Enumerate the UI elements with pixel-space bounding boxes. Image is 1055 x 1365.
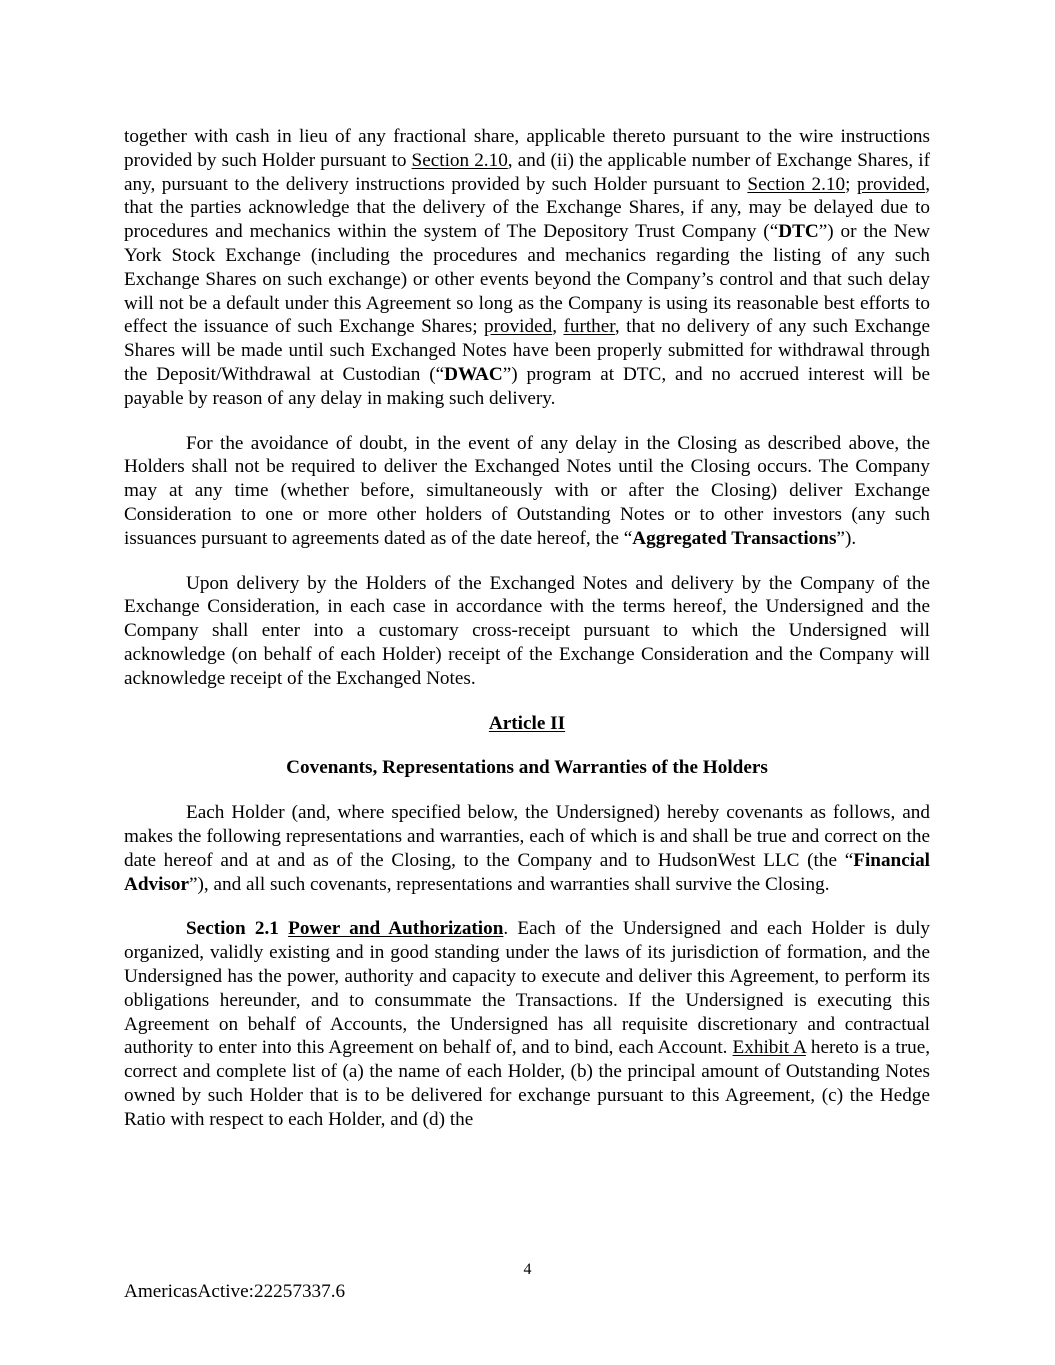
defined-term: DWAC — [444, 363, 503, 385]
section-reference-link: Section 2.10 — [747, 173, 846, 195]
text-run: , — [552, 316, 564, 338]
text-run: For the avoidance of doubt, in the event of any delay in the Closing as described above, the Holders shall not be required to deliver the Exchanged Notes until the Closing occurs. The Company may at any time (whether before, simultaneously with or after the Closing) deliver Exchange Consideration to one or more other holders of Outstanding Notes or to other investors (any such issuances pursuant to agreements dated as of the date hereof, the “ — [124, 432, 930, 549]
text-run: ; — [845, 173, 857, 195]
text-run: hereto is a true, correct and complete list of (a) the name of each Holder, (b) the principal amount of Outstanding Notes owned by such Holder that is to be delivered for exchange pursuant to this Agreement, (c) the Hedge Ratio with respect to each Holder, and (d) the — [124, 1037, 931, 1130]
defined-term: Financial Advisor — [124, 849, 930, 895]
article-subtitle: Covenants, Representations and Warranties of the Holders — [286, 757, 768, 779]
underlined-term: provided — [856, 173, 926, 195]
article-title — [124, 712, 930, 736]
text-run: , that the parties acknowledge that the delivery of the Exchange Shares, if any, may be delayed due to procedures and mechanics within the system of The Depository Trust Company (“ — [124, 173, 930, 243]
section-2-1-paragraph — [124, 917, 930, 1131]
text-run: , and (ii) the applicable number of Exchange Shares, if any, pursuant to the delivery instructions provided by such Holder pursuant to — [124, 149, 930, 195]
page-number: 4 — [523, 1261, 532, 1278]
section-label: Section 2.1 — [186, 918, 279, 940]
text-run: Each Holder (and, where specified below, the Undersigned) hereby covenants as follows, and makes the following representations and warranties, each of which is and shall be true and correct on the date hereof and at and as of the Closing, to the Company and to HudsonWest LLC (the “ — [124, 802, 930, 871]
article-title-text: Article II — [488, 712, 566, 734]
paragraph-avoidance-of-doubt — [124, 432, 930, 551]
section-title — [288, 918, 503, 939]
text-run: ”). — [836, 527, 857, 549]
defined-term: DTC — [778, 221, 819, 243]
section-title-text: Power and Authorization — [288, 918, 504, 940]
text-run: ”), and all such covenants, representations and warranties shall survive the Closing. — [189, 873, 830, 895]
text-run: ”) or the New York Stock Exchange (including the procedures and mechanics regarding the listing of any such Exchange Shares on such exchange) or other events beyond the Company’s control and that such delay will not be a default under this Agreement so long as the Company is using its reasonable best efforts to effect the issuance of such Exchange Shares; — [124, 221, 930, 338]
section-reference-link: Section 2.10 — [411, 149, 508, 171]
text-run: , that no delivery of any such Exchange Shares will be made until such Exchanged Notes have been properly submitted for withdrawal through the Deposit/Withdrawal at Custodian (“ — [124, 316, 931, 385]
paragraph-delivery-mechanics — [124, 125, 930, 411]
text-run: together with cash in lieu of any fractional share, applicable thereto pursuant to the wire instructions provided by such Holder pursuant to — [124, 126, 930, 171]
document-page — [124, 125, 930, 1152]
defined-term: Aggregated Transactions — [632, 527, 837, 549]
underlined-term: provided — [484, 316, 553, 338]
exhibit-reference-link: Exhibit A — [732, 1037, 806, 1059]
document-id: AmericasActive:22257337.6 — [124, 1281, 346, 1302]
paragraph-cross-receipt: Upon delivery by the Holders of the Exchanged Notes and delivery by the Company of the Exchange Consideration, in each case in accordance with the terms hereof, the Undersigned and the Company shall enter into a customary cross-receipt pursuant to which the Undersigned will acknowledge (on behalf of each Holder) receipt of the Exchange Consideration and the Company will acknowledge receipt of the Exchanged Notes. — [124, 572, 930, 689]
text-run: . Each of the Undersigned and each Holder is duly organized, validly existing and in good standing under the laws of its jurisdiction of formation, and the Undersigned has the power, authority and capacity to execute and deliver this Agreement, to perform its obligations hereunder, and to consummate the Transactions. If the Undersigned is executing this Agreement on behalf of Accounts, the Undersigned has all requisite discretionary and contractual authority to enter into this Agreement on behalf of, and to bind, each Account. — [124, 918, 930, 1059]
text-run: ”) program at DTC, and no accrued interest will be payable by reason of any delay in making such delivery. — [124, 363, 930, 409]
underlined-term: further — [563, 316, 615, 338]
paragraph-holder-covenants — [124, 801, 930, 896]
